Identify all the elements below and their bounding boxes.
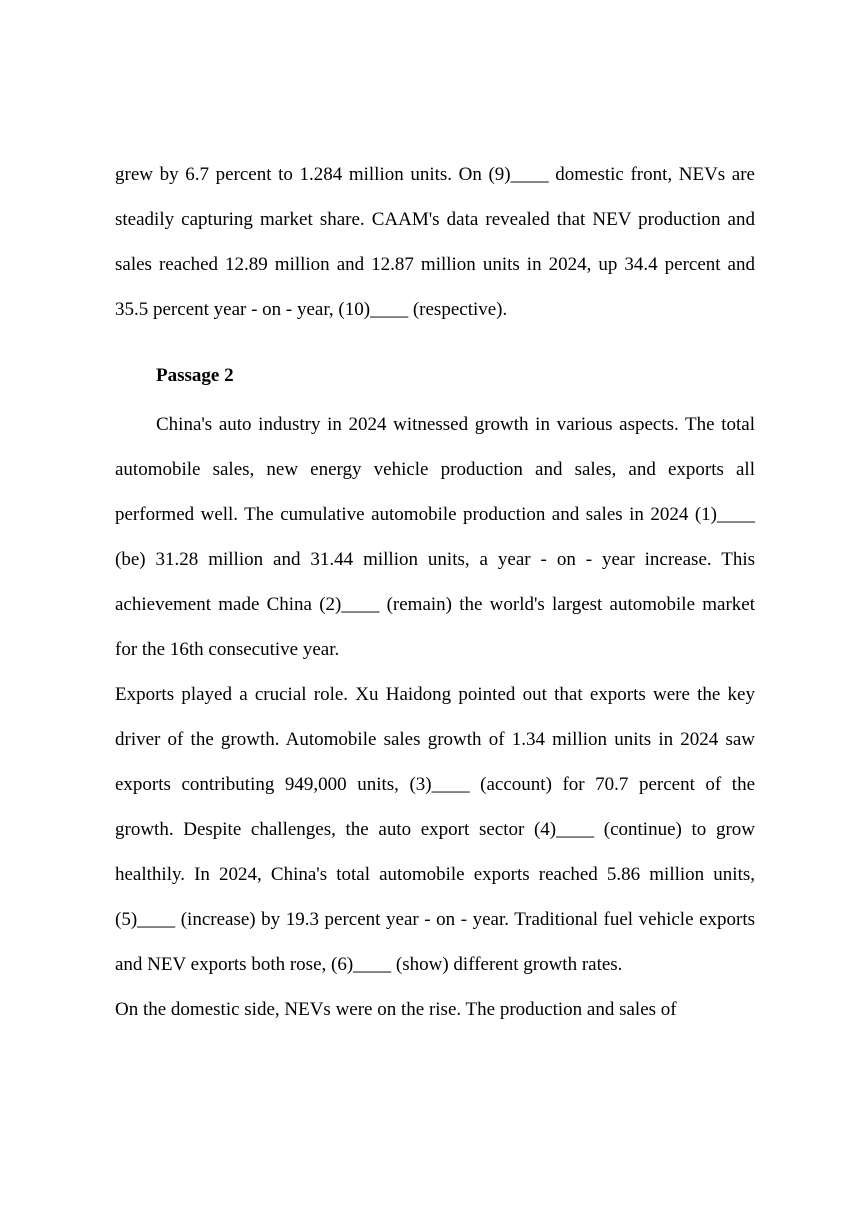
passage-paragraph-3: On the domestic side, NEVs were on the rise. The production and sales of — [115, 999, 677, 1020]
passage-paragraph-1: China's auto industry in 2024 witnessed growth in various aspects. The total automobile sales, new energy vehicle production and sales, and exports all performed well. The cumulative automobile production and sales in 2024 (1)____ (be) 31.28 million and 31.44 million units, a year - on - year increase. This achievement made China (2)____ (remain) the world's largest automobile market for the 16th consecutive year. — [115, 414, 755, 660]
continued-paragraph-block — [115, 152, 755, 332]
continued-paragraph: grew by 6.7 percent to 1.284 million units. On (9)____ domestic front, NEVs are steadily capturing market share. CAAM's data revealed that NEV production and sales reached 12.89 million and 12.87 million units in 2024, up 34.4 percent and 35.5 percent year - on - year, (10)____ (respective). — [115, 164, 755, 320]
passage-heading: Passage 2 — [156, 365, 234, 386]
passage-2-body — [115, 402, 755, 1032]
passage-paragraph-2: Exports played a crucial role. Xu Haidong pointed out that exports were the key driver of the growth. Automobile sales growth of 1.34 million units in 2024 saw exports contributing 949,000 units, (3)____ (account) for 70.7 percent of the growth. Despite challenges, the auto export sector (4)____ (continue) to grow healthily. In 2024, China's total automobile exports reached 5.86 million units, (5)____ (increase) by 19.3 percent year - on - year. Traditional fuel vehicle exports and NEV exports both rose, (6)____ (show) different growth rates. — [115, 684, 755, 975]
